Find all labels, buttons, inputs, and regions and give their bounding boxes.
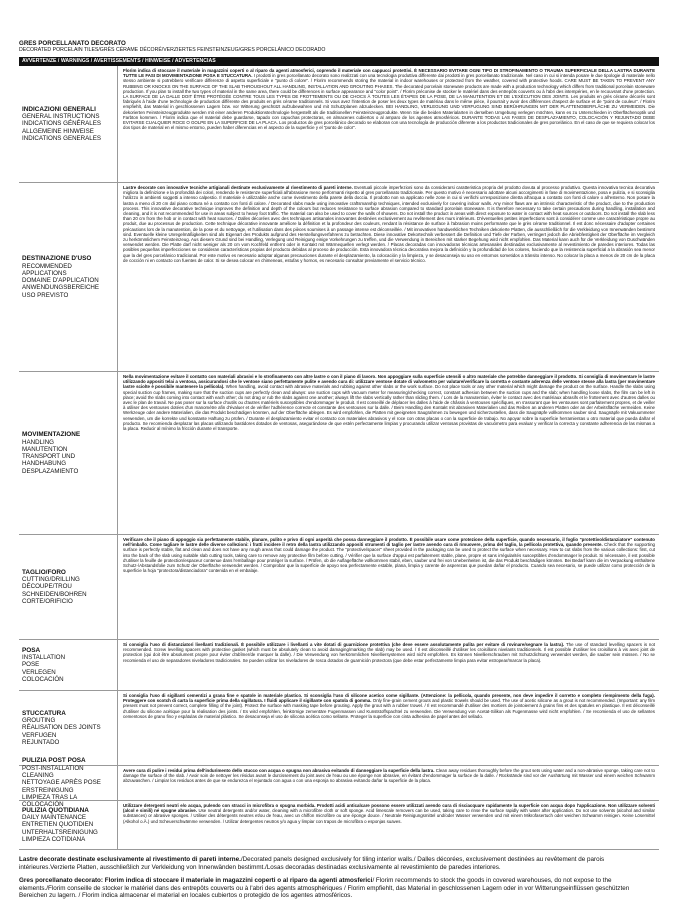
section-translation: SCHNEIDEN/BOHREN <box>22 590 87 598</box>
section-translation: POSE <box>22 661 40 669</box>
section-translation: ALLGEMEINE HINWEISE <box>22 127 94 135</box>
document-title: GRES PORCELLANATO DECORATO <box>19 40 126 47</box>
document-subtitle: DECORATED PORCELAIN TILES/GRÈS CÉRAME DÉCORÉ/VERZIERTES FEINSTEINZEUG/GRES PORCELÁNICO DECORADO <box>19 47 326 53</box>
section-text <box>117 766 659 800</box>
section-body: Only fine-grain cement grouts and plastic trowels should be used. The use of acetic silicone as a grout is not recommended. (Important: any film present must not prevent correct, complete filling of the joint). Protect the surface with masking tape before grouting. Apply the grout with a rubber trowel. / Il est recommandé d'utiliser des mortiers de jointoiement à grains fins et des spatules en plastique. Il est déconseillé d'utiliser du silicone acétique pour la réalisation des joints. / Es wird empfohlen, feinkörnige zementäre Fugenmassen und Kunststoffspachtel zu verwenden. Die Verwendung von Acetat-Silikon als Fugenmasse wird nicht empfohlen. / Se recomienda el uso de sellantes cementosos de grano fino y espátulas de material plástico. Se desaconseja el uso de silicona acética como sellante. Proteger la superficie con cinta adhesiva de papel antes del sellado. <box>123 698 656 719</box>
section-row <box>19 691 659 766</box>
section-translation: COLOCACIÓN <box>22 676 64 684</box>
warnings-bar: AVVERTENZE / WARNINGS / AVERTISSEMENTS / HINWEISE / ADVERTENCIAS <box>19 57 659 66</box>
section-heading: PULIZIA QUOTIDIANA <box>22 806 89 814</box>
section-translation: POST-INSTALLATION CLEANING <box>22 764 84 780</box>
section-text <box>117 535 659 639</box>
section-heading: TAGLIO/FORO <box>22 568 66 576</box>
section-row <box>19 372 659 535</box>
section-lead: Si consiglia l'uso di distanziatori livellanti tradizionali. È possibile utilizzare i livellanti a vite dotati di guarnizione protettiva (che deve essere assolutamente pulita per evitare di rovinare/segnare la lastra). <box>123 642 565 647</box>
section-labels <box>19 183 117 371</box>
section-paragraph <box>123 537 655 573</box>
footer-notes <box>19 856 659 900</box>
section-translation: VERFUGEN <box>22 731 57 739</box>
section-translation: DÉCOUPE/TROU <box>22 583 72 591</box>
section-translation: GROUTING <box>22 717 56 725</box>
section-row <box>19 535 659 640</box>
section-translation: RECOMMENDED APPLICATIONS <box>22 262 72 277</box>
section-paragraph <box>123 68 655 130</box>
section-text <box>117 640 659 690</box>
section-lead: Nella movimentazione evitare il contatto con materiali abrasivi e lo strofinamento con altre lastre o con il piano di lavoro. Non appoggiare sulla superficie utensili o altro materiale che potrebbe danneggiare il prodotto. Si consiglia di movimentare le lastre utilizzando appositi telai a ventosa, assicurandosi che le ventose siano perfettamente pulite e avendo cura di: utilizzare ventose dotate di valvometro per valutare/verificare la corretta e costante aderenza delle ventose stesse alla lastra (per movimentare lastre sciolte è possibile mantenere la pellicola). <box>123 374 655 390</box>
section-translation: UNTERHALTSREINIGUNG <box>22 828 98 836</box>
section-heading: PULIZIA POST POSA <box>22 757 86 765</box>
section-translation: TRANSPORT UND HANDHABUNG <box>22 453 76 468</box>
section-translation: CORTE/ORIFICIO <box>22 598 73 606</box>
section-lead: Florim indica di stoccare il materiale in magazzini coperti o al riparo da agenti atmosferici, coprendo il materiale con cappucci protettivi. È NECESSARIO EVITARE OGNI TIPO DI STROFINAMENTO O TRAUMA SUPERFICIALE DELLA LASTRA DURANTE TUTTE LE FASI DI MOVIMENTAZIONE POSA E STUCCATURA. <box>123 68 655 79</box>
section-paragraph <box>123 693 655 719</box>
section-body: Clean away residues thoroughly before the grout sets using water and a non-abrasive sponge, taking care not to damage the surface of the slab. / Avoir soin de nettoyer les résidus avant le durcissement du joint avec de l'eau ou une éponge non abrasive, en évitant d'endommager la surface de la dalle. / Rückstände sind vor der Aushärtung mit Wasser und einem weichen Schwamm abzuwaschen. / Limpiar los residuos antes de que se endurezca el rejuntado con agua o con una esponja no abrasiva evitando dañar la superficie de la placa. <box>123 768 656 784</box>
section-paragraph <box>123 642 655 663</box>
section-translation: DESPLAZAMIENTO <box>22 467 79 475</box>
section-body: The use of standard levelling spacers is not recommended. Screw levelling spacers with protective gasket (which must be absolutely clean to avoid damaging/marking the slab) may be used. / Il est déconseillé d'utiliser les croisillons nivelants traditionnels. Il est possible d'utiliser les croisillons à vis avec joint de protection (qui doit être absolument propre pour éviter d'abîmer/de marquer la dalle). / Die Verwendung von herkömmlichen Nivelliersystemen wird nicht empfohlen. Es können Nivellierschrauben mit Schutzdichtung verwendet werden, die sauber sein müssen. / No se recomienda el uso de separadores niveladores tradicionales. Se pueden utilizar los niveladores de rosca dotados de guarnición protectora (que debe estar perfectamente limpia para evitar estropear/marcar la placa). <box>123 642 655 663</box>
section-body: I prodotti in gres porcellanato decorato sono realizzati con una tecnologia produttiva differente dai prodotti in gres porcellanato tradizionale. Nel caso in cui si intenda posare le due tipologie di materiale nello stesso ambiente si potrebbero verificare differenze di aspetto superficiale e "punto di colore". / Florim recommends storing the material in indoor warehouses or protected from the weather, covered with protective hoods. CARE MUST BE TAKEN TO PREVENT ANY RUBBING OR KNOCKS ON THE SURFACE OF THE SLAB THROUGHOUT ALL HANDLING, INSTALLATION AND GROUTING PHASES. The decorated porcelain stoneware products are made with a production technology which differs from traditional porcelain stoneware production. If you plan to install the two types of material in the same area, there could be differences in surface appearance and "color point". / Florim préconise de stocker le matériel dans des entrepôts couverts ou à l'abri des intempéries, en le recouvrant d'une protection. LA SURFACE DE LA DALLE DOIT ÊTRE PROTÉGÉE CONTRE TOUS LES TYPES DE FROTTEMENTS OU DE CHOCS À TOUTES LES ÉTAPES DE LA POSE, DE LA MANUTENTION ET DE L'EXÉCUTION DES JOINTS. Les produits en grès cérame décorés sont fabriqués à l'aide d'une technologie de production différente des produits en grès cérame traditionnels. Si vous avez l'intention de poser les deux types de matériau dans le même pièce, il pourrait y avoir des différences d'aspect de surface et de "point de couleur". / Florim empfiehlt, das Material in geschlossenen Lagern bzw. vor Witterung geschützt aufzubewahren und mit Schutzplanen abzudecken. BEI HANDLING, VERLEGUNG UND VERFUGUNG SIND BERÜHRUNGEN MIT DER PLATTENOBERFLÄCHE ZU VERMEIDEN. Die dekorierten Feinsteinzeugprodukte werden mit einer anderen Produktionstechnologie hergestellt als die traditionellen Feinsteinzeugprodukte. Wenn Sie die beiden Materialarten in derselben Umgebung verlegen möchten, kann es zu Unterschieden in Oberflächenoptik und Farbton kommen. / Florim indica que el material debe guardarse, tapado con capuchas protectoras, en almacenes cubiertos o al amparo de los agentes atmosféricos. DURANTE TODAS LAS FASES DE DESPLAZAMIENTO, COLOCACIÓN Y REJUNTADO DEBE EVITARSE CUALQUIER ROCE O GOLPE EN LA SUPERFICIE DE LA PLACA. Los productos de gres porcelánico decorado se elaboran con una tecnología de producción diferente a los productos tradicionales de gres porcelánico. En el caso de que se requiera colocar los dos tipos de material en el mismo entorno, pueden haber diferencias en el aspecto de la superficie y el "punto de color". <box>123 73 655 131</box>
section-translation: GENERAL INSTRUCTIONS <box>22 113 100 121</box>
section-paragraph <box>123 803 655 824</box>
section-heading: DESTINAZIONE D'USO <box>22 255 92 262</box>
section-paragraph <box>123 185 655 263</box>
section-translation: REJUNTADO <box>22 739 60 747</box>
section-labels <box>19 801 117 849</box>
section-labels <box>19 66 117 182</box>
section-heading: STUCCATURA <box>22 709 66 717</box>
section-translation: ANWENDUNGSBEREICHE <box>22 284 100 292</box>
section-heading: POSA <box>22 646 41 654</box>
section-body: When handling, avoid contact with abrasive materials and rubbing against other slabs or the work surface. Do not place tools or any other material which might damage the product on the surface. Handle the slabs using special suction cup frames, making sure that the suction cups are perfectly clean and always: use suction cups with vacuum meter for measuring/checking correct, constant adhesion between the suction cups and the slab; when handling loose slabs, the film can be left in place; avoid the slabs coming into contact with each other; do not drag or rub the slabs against one another; always lift the slabs vertically rather than sliding them. / Lors de la manutention, éviter le contact avec des matériaux abrasifs et le frottement avec d'autres dalles ou avec le plan de travail. Ne pas poser sur la surface d'outils ou d'autres matériels susceptibles d'endommager le produit. Il est conseillé de déplacer les dalles à l'aide de châssis à ventouses spécifiques, en s'assurant que les ventouses sont parfaitement propres, et de veiller à utiliser des ventouses dotées d'un manomètre afin d'évaluer et de vérifier l'adhérence correcte et constante des ventouses sur la dalle. / Beim Handling den Kontakt mit abrasiven Materialien und das Reiben an anderen Platten oder an der Arbeitsfläche vermeiden. Keine Werkzeuge oder andere Materialien, die das Produkt beschädigen könnten, auf der Oberfläche ablegen. Es wird empfohlen, die Platten mit geeigneten Saugrahmen zu bewegen und sicherzustellen, dass die Saugnäpfe vollkommen sauber sind. Saugnäpfe mit Vakuummeter verwenden, um die korrekte und konstante Haftung zu prüfen. / Durante el desplazamiento evitar el contacto con materiales abrasivos y el roce con otras placas o con la superficie de trabajo. No apoyar sobre la superficie herramientas u otro material que pueda dañar el producto. Se recomienda desplazar las placas utilizando bastidores dotados de ventosas, asegurándose de que estén perfectamente limpias y procurando utilizar ventosas provistas de vacuómetro para evaluar y verificar la correcta y constante adherencia de las mismas a la placa. Reducir al mínimo la fricción durante el transporte. <box>123 384 655 432</box>
note-storage <box>19 877 659 900</box>
section-labels <box>19 691 117 765</box>
section-heading: MOVIMENTAZIONE <box>22 431 81 438</box>
section-translation: HANDLING <box>22 438 54 446</box>
section-translation: LIMPIEZA COTIDIANA <box>22 836 86 844</box>
section-translation: MANUTENTION <box>22 445 68 453</box>
section-lead: Verificare che il piano di appoggio sia perfettamente stabile, planare, pulito e privo di ogni asperità che possa danneggiare il prodotto. È possibile usare come protezione della superficie, quando necessario, il foglio "protettivo/distanziatore" contenuto nell'imballo. Come tagliare le lastre delle diverse collezioni: i fratti incidere il retro della lastra utilizzando appositi strumenti di taglio per lastre avendo cura di rimuovere, prima del taglio, la pellicola protettiva, quando presente. <box>123 537 655 548</box>
section-translation: INDICATIONS GENERALES <box>22 135 101 143</box>
section-paragraph <box>123 768 655 784</box>
section-paragraph <box>123 374 655 431</box>
section-translation: INSTALLATION <box>22 654 66 662</box>
section-translation: INDICATIONS GÉNÉRALES <box>22 120 101 128</box>
section-lead: Lastre decorate con innovative tecniche artigianali destinate esclusivamente al rivestimento di pareti interne. <box>123 185 353 190</box>
section-text <box>117 372 659 534</box>
section-translation: DOMAINE D'APPLICATION <box>22 277 99 285</box>
section-translation: CUTTING/DRILLING <box>22 576 80 584</box>
section-translation: ENTRETIEN QUOTIDIEN <box>22 821 94 829</box>
section-row <box>19 640 659 691</box>
section-translation: ERSTREINIGUNG <box>22 786 74 794</box>
section-translation: VERLEGEN <box>22 668 56 676</box>
section-text <box>117 183 659 371</box>
section-lead: Si consiglia l'uso di sigillanti cementizi a grana fine e spatole in materiale plastico. Si sconsiglia l'uso di silicone acetico come sigillante. (Attenzione: la pellicola, quando presente, non deve impedire il corretto e completo riempimento della fuga). Proteggere con scotch di carta la superficie prima della sigillatura. I fluidi applicare il sigillante con spatola di gomma. <box>123 693 655 704</box>
section-row <box>19 66 659 183</box>
section-heading: INDICAZIONI GENERALI <box>22 105 96 113</box>
section-translation: RÉALISATION DES JOINTS <box>22 724 101 732</box>
section-translation: USO PREVISTO <box>22 291 69 299</box>
section-labels <box>19 372 117 534</box>
section-body: Check that the supporting surface is perfectly stable, flat and clean and does not have any rough areas that could damage the product. The "protective/spacer" sheet provided in the packaging can be used to protect the surface when necessary. How to cut slabs from the various collections: first, cut into the back of the slab using suitable slab cutting tools, taking care to remove any protective film before cutting. / Vérifier que la surface d'appui est parfaitement stable, plane, propre et sans irrégularités susceptibles d'endommager le produit. Si nécessaire, il est possible d'utiliser la feuille de protection/espaceur contenue dans l'emballage pour protéger la surface. / Prüfen, ob die Auflagefläche vollkommen stabil, eben, sauber und frei von Unebenheiten ist, die das Produkt beschädigen könnten. Bei Bedarf kann die im Verpackung enthaltene Schutz-/Abstandsfolie zum Schutz der Oberfläche verwendet werden. / Comprobar que la superficie de apoyo sea perfectamente estable, plana, limpia y carente de asperezas que puedan dañar el producto. Cuando sea necesario, se puede utilizar como protección de la superficie la hoja "protectora/distanciadora" contenida en el embalaje. <box>123 542 655 574</box>
section-translation: LIMPIEZA TRAS LA COLOCACIÓN <box>22 794 77 809</box>
note-interior-walls <box>19 856 659 871</box>
section-text <box>117 66 659 182</box>
section-labels <box>19 640 117 690</box>
section-text <box>117 691 659 765</box>
note-bold: Gres porcellanato decorato: Florim indica di stoccare il materiale in magazzini coperti o al riparo da agenti atmosferici <box>19 877 373 885</box>
warnings-table <box>19 66 659 850</box>
note-bold: Lastre decorate destinate esclusivamente al rivestimento di pareti interne. <box>19 856 241 863</box>
section-body: Eventuali piccole imperfezioni sono da considerarsi caratteristica propria del prodotto dovuta al processo produttivo. Questa innovativa tecnica decorativa migliora la definizione e la profondità dei colori, rendendo le resistenze superficiali all'abrasione meno performanti rispetto al gres porcellanato tradizionale. Per questo motivo è necessario adottare alcuni accorgimenti in fase di movimentazione, posa e pulizia, e si sconsiglia l'utilizzo in ambienti soggetti a intenso calpestio. Il materiale è utilizzabile anche come rivestimento della parete della doccia. Il prodotto non va applicato nelle zone in cui si verifichi un'esposizione diretta all'acqua a contatto con fonti di calore o all'esterno. Non posare la lastra a meno di 20 cm dal piano cottura né a contatto con fonti di calore. / Decorated slabs made using innovative craftsmanship techniques, intended exclusively for covering indoor walls. Any minor flaws are an intrinsic characteristic of the product, due to the production process. This innovative decorative technique improves the definition and depth of the colours but reduces resistance to surface abrasion compared to standard porcelain stoneware. It is therefore necessary to take certain precautions during handling, installation and cleaning, and it is not recommended for use in areas subject to heavy foot traffic. The material can also be used to cover the walls of showers. Do not install the product in areas with direct exposure to water in contact with heat sources or outdoors. Do not install the slab less than 20 cm from the hob or in contact with heat sources. / Dalles décorées avec des techniques artisanales innovantes destinées exclusivement au revêtement des murs intérieurs. D'éventuelles petites imperfections sont à considérer comme une caractéristique propre au produit, due au processus de production. Cette technique décorative innovante améliore la définition et la profondeur des couleurs, rendant la résistance de surface à l'abrasion moins performante que le grès cérame traditionnel. Il est donc nécessaire d'adopter certaines précautions lors de la manutention, de la pose et du nettoyage, et l'utilisation dans des pièces soumises à un passage intense est déconseillée. / Mit innovativen handwerklichen Techniken dekorierte Platten, die ausschließlich für die Verkleidung von Innenwänden bestimmt sind. Eventuelle kleine Unregelmäßigkeiten sind als Eigenart des Produkts aufgrund des Herstellungsverfahrens zu betrachten. Diese innovative Dekortechnik verbessert die Definition und Tiefe der Farben, verringert jedoch die Abriebfestigkeit der Oberfläche im Vergleich zu herkömmlichem Feinsteinzeug. Aus diesem Grund sind bei Handling, Verlegung und Reinigung einige Vorkehrungen zu treffen, und die Verwendung in Bereichen mit starker Begehung wird nicht empfohlen. Das Material kann auch für die Verkleidung von Duschwänden verwendet werden. Die Platte darf nicht weniger als 20 cm vom Kochfeld entfernt oder in Kontakt mit Wärmequellen verlegt werden. / Placas decoradas con innovadoras técnicas artesanales destinadas exclusivamente al revestimiento de paredes interiores. Todas las posibles pequeñas imperfecciones se consideran características propias del producto debidas al proceso de producción. Esta innovadora técnica decorativa mejora la definición y la profundidad de los colores, haciendo que la resistencia superficial a la abrasión sea menor que la del gres porcelánico tradicional. Por este motivo es necesario adoptar algunas precauciones durante el desplazamiento, la colocación y la limpieza, y se desaconseja su uso en entornos sometidos a tránsito intenso. No colocar la placa a menos de 20 cm de la placa de cocción ni en contacto con fuentes de calor. Si se desea colocar en chimeneas, estufas y hornos, es necesario consultar previamente el servicio técnico. <box>123 185 655 263</box>
instruction-sheet <box>19 0 659 900</box>
section-row <box>19 183 659 372</box>
section-lead: Utilizzare detergenti neutri e/o acqua, pulendo con stracci in microfibra o spugna morbida. Prodotti acidi anticalcare possono essere utilizzati avendo cura di risciacquare rapidamente la superficie con acqua dopo l'applicazione. Non utilizzare solventi (alcol e simili) né spugne abrasive. <box>123 803 655 814</box>
note-text: /Decorated panels designed exclusively for tiling interior walls./ Dalles décorées, exclusivement destinées au revêtement de parois intérieures.Verzierte Platten, ausschließlich zur Verkleidung von Innenwänden bestimmt./Losas decoradas destinadas exclusivamente al revestimiento de paredes interiores. <box>19 856 605 871</box>
section-translation: DAILY MAINTENANCE <box>22 814 87 822</box>
section-labels <box>19 757 117 809</box>
section-text <box>117 801 659 849</box>
section-labels <box>19 535 117 639</box>
section-lead: Avere cura di pulire i residui prima dell'indurimento dello stucco con acqua o spugna non abrasiva evitando di danneggiare la superficie della lastra. <box>123 768 435 773</box>
section-body: Use neutral detergents and/or water, cleaning with a microfibre cloth or soft sponge. Acid limescale removers can be used, taking care to rinse the surface rapidly with water after application. Do not use solvents (alcohol and similar substances) or abrasive sponges. / Utiliser des détergents neutres et/ou de l'eau, avec un chiffon microfibre ou une éponge douce. / Neutrale Reinigungsmittel und/oder Wasser verwenden und mit einem Mikrofasertuch oder weichen Schwamm reinigen. Keine Lösemittel (Alkohol o.Ä.) und Scheuerschwämme verwenden. / Utilizar detergentes neutros y/o agua y limpiar con trapos de microfibra o esponjas suaves. <box>123 808 655 824</box>
section-row <box>19 801 659 850</box>
note-text: / Florim recommends to stock the goods in covered warehouses, do not expose to the elements./Florim conseille de stocker le matériel dans des entrepôts couverts ou à l'abri des agents atmosphériques / Florim empfiehlt, das Material in geschlossenen Lagern oder in vor Witterungseinflüssen geschützten Bereichen zu lagern. / Florim indica almacenar el material en locales cubiertos o protegido de los agentes atmosféricos. <box>19 877 630 900</box>
section-translation: NETTOYAGE APRÈS POSE <box>22 779 101 787</box>
